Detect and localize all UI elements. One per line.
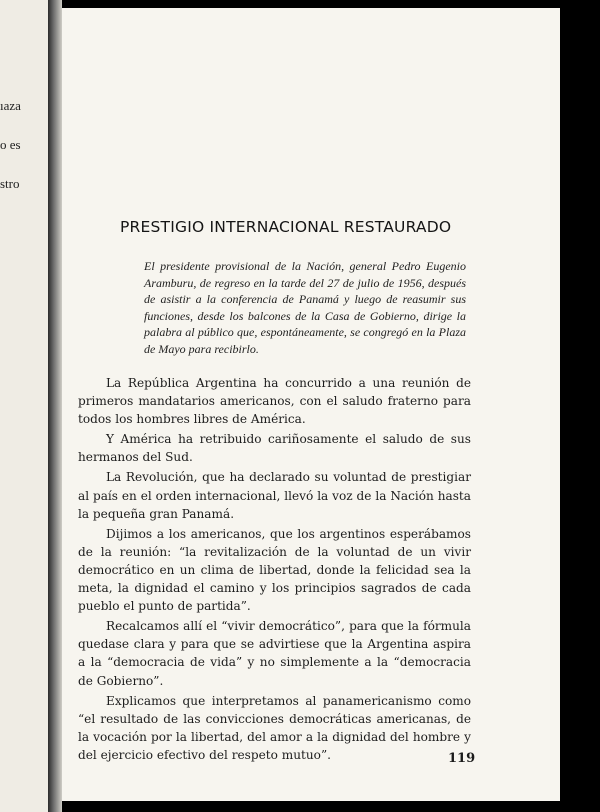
body-text — [78, 374, 471, 766]
epigraph: El presidente provisional de la Nación, general Pedro Eugenio Aramburu, de regreso en la tarde del 27 de julio de 1956, después de asistir a la conferencia de Panamá y luego de reasumir sus funciones, desde los balcones de la Casa de Gobierno, dirige la palabra al público que, espontáneamente, se congregó en la Plaza de Mayo para recibirlo. — [144, 259, 466, 356]
left-page-fragment: stro — [0, 176, 20, 191]
chapter-title: PRESTIGIO INTERNACIONAL RESTAURADO — [120, 218, 452, 236]
book-page — [62, 8, 560, 801]
paragraph: Recalcamos allí el “vivir democrático”, para que la fórmula quedase clara y para que se advirtiese que la Argentina aspira a la “democracia de vida” y no simplemente a la “democracia de Gobierno”. — [78, 619, 471, 688]
paragraph: La República Argentina ha concurrido a una reunión de primeros mandatarios americanos, con el saludo fraterno para todos los hombres libres de América. — [78, 376, 471, 427]
paragraph: Explicamos que interpretamos al panamericanismo como “el resultado de las convicciones democráticas americanas, de la vocación por la libertad, del amor a la dignidad del hombre y del ejercicio efectivo del respeto mutuo”. — [78, 693, 471, 762]
paragraph: Dijimos a los americanos, que los argentinos esperábamos de la reunión: “la revitalización de la voluntad de un vivir democrático en un clima de libertad, donde la felicidad sea la meta, la dignidad el camino y los principios sagrados de cada pueblo el punto de partida”. — [78, 526, 471, 614]
left-page-fragment: ıaza — [0, 98, 21, 113]
left-page-fragment: o es — [0, 137, 21, 152]
adjacent-page-edge — [0, 0, 48, 812]
paragraph: La Revolución, que ha declarado su voluntad de prestigiar al país en el orden internacional, llevó la voz de la Nación hasta la pequeña gran Panamá. — [78, 470, 471, 521]
book-gutter — [48, 0, 62, 812]
paragraph: Y América ha retribuido cariñosamente el saludo de sus hermanos del Sud. — [78, 432, 471, 465]
page-number: 119 — [448, 751, 476, 766]
